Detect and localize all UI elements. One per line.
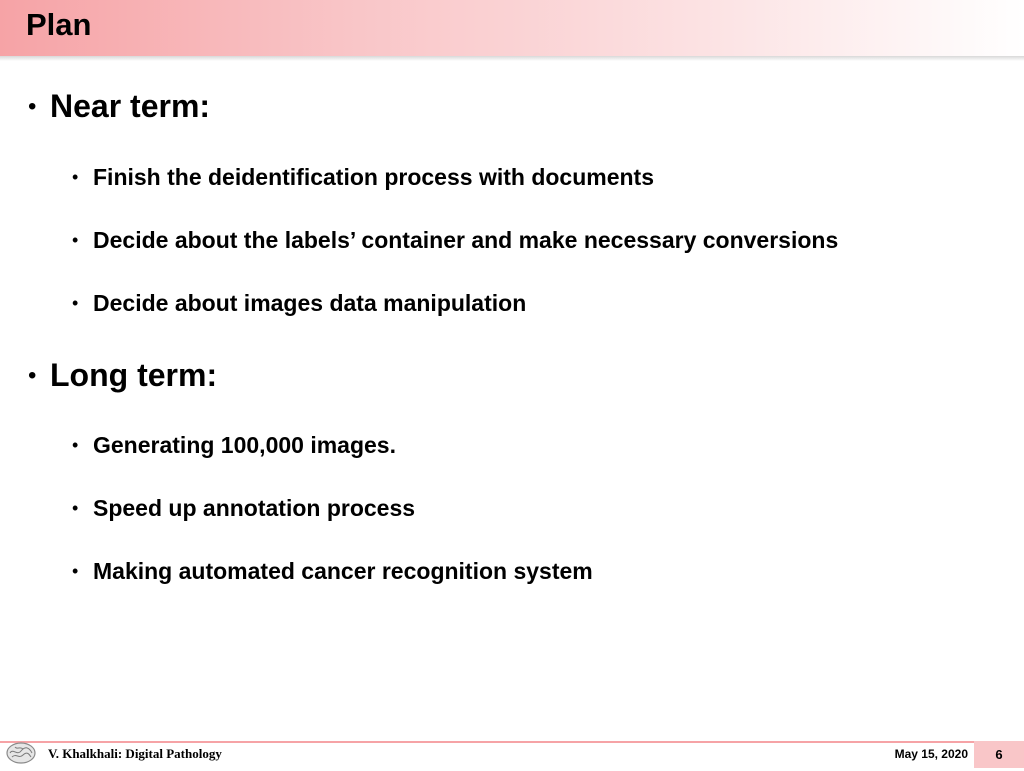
bullet-dot: • [72,293,79,313]
list-item [72,430,396,460]
bullet-dot: • [72,230,79,250]
list-item-text: Decide about the labels’ container and make necessary conversions [93,227,839,253]
brain-logo-icon [4,740,38,766]
title-underline [0,56,1024,61]
footer-divider [0,741,1024,743]
list-item-text: Decide about images data manipulation [93,290,527,316]
list-item [72,288,526,318]
footer-author: V. Khalkhali: Digital Pathology [48,746,222,761]
section-heading-text: Long term: [50,357,218,393]
bullet-dot: • [72,498,79,518]
bullet-dot: • [72,167,79,187]
slide-title: Plan [26,7,92,42]
list-item [72,225,838,255]
section-heading-text: Near term: [50,88,211,124]
list-item-text: Speed up annotation process [93,495,416,521]
page-number: 6 [974,741,1024,768]
bullet-dot: • [72,435,79,455]
section-heading-long-term [28,355,217,396]
list-item-text: Generating 100,000 images. [93,432,396,458]
title-bar [0,0,1024,56]
bullet-dot: • [28,93,37,120]
bullet-dot: • [72,561,79,581]
list-item [72,556,593,586]
list-item [72,493,415,523]
list-item-text: Making automated cancer recognition system [93,558,593,584]
footer-date: May 15, 2020 [894,747,968,761]
list-item-text: Finish the deidentification process with documents [93,164,655,190]
list-item [72,162,654,192]
section-heading-near-term [28,86,210,127]
bullet-dot: • [28,362,37,389]
